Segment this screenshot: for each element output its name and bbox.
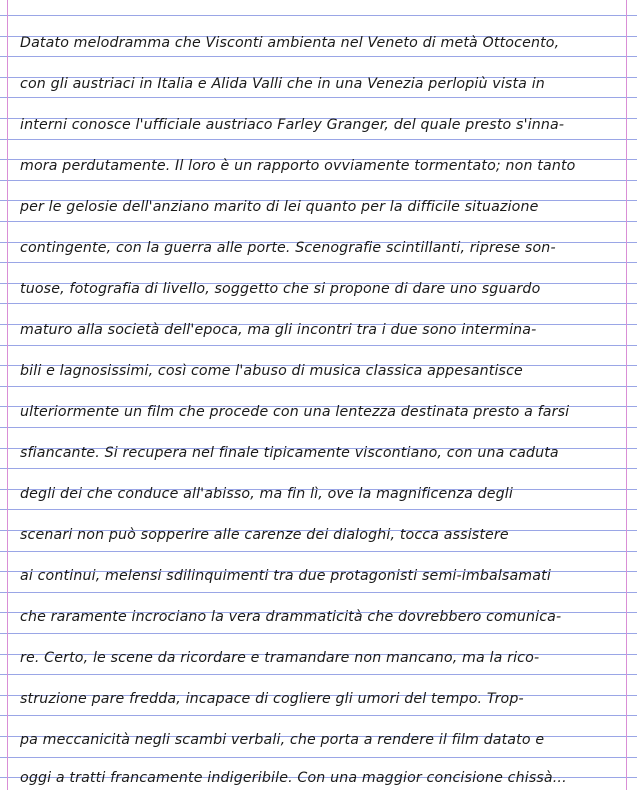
text-line: scenari non può sopperire alle carenze dei dialoghi, tocca assistere <box>20 527 509 543</box>
text-line: ulteriormente un film che procede con una lentezza destinata presto a farsi <box>20 404 570 420</box>
text-line: struzione pare fredda, incapace di cogliere gli umori del tempo. Trop- <box>20 691 524 707</box>
text-line: contingente, con la guerra alle porte. Scenografie scintillanti, riprese son- <box>20 240 556 256</box>
text-line: re. Certo, le scene da ricordare e tramandare non mancano, ma la rico- <box>20 650 540 666</box>
text-line: interni conosce l'ufficiale austriaco Farley Granger, del quale presto s'inna- <box>20 117 565 133</box>
text-line: per le gelosie dell'anziano marito di lei quanto per la difficile situazione <box>20 199 539 215</box>
text-line: che raramente incrociano la vera drammaticità che dovrebbero comunica- <box>20 609 562 625</box>
text-line: con gli austriaci in Italia e Alida Valli che in una Venezia perlopiù vista in <box>20 76 545 92</box>
text-line: degli dei che conduce all'abisso, ma fin lì, ove la magnificenza degli <box>20 486 513 502</box>
text-line: bili e lagnosissimi, così come l'abuso di musica classica appesantisce <box>20 363 523 379</box>
text-line: Datato melodramma che Visconti ambienta nel Veneto di metà Ottocento, <box>20 35 560 51</box>
text-line: sfiancante. Si recupera nel finale tipicamente viscontiano, con una caduta <box>20 445 559 461</box>
text-line: oggi a tratti francamente indigeribile. Con una maggior concisione chissà... <box>20 770 567 786</box>
text-line: mora perdutamente. Il loro è un rapporto ovviamente tormentato; non tanto <box>20 158 576 174</box>
text-line: pa meccanicità negli scambi verbali, che porta a rendere il film datato e <box>20 732 545 748</box>
text-line: maturo alla società dell'epoca, ma gli incontri tra i due sono intermina- <box>20 322 537 338</box>
text-line: tuose, fotografia di livello, soggetto che si propone di dare uno sguardo <box>20 281 541 297</box>
text-line: ai continui, melensi sdilinquimenti tra due protagonisti semi-imbalsamati <box>20 568 551 584</box>
